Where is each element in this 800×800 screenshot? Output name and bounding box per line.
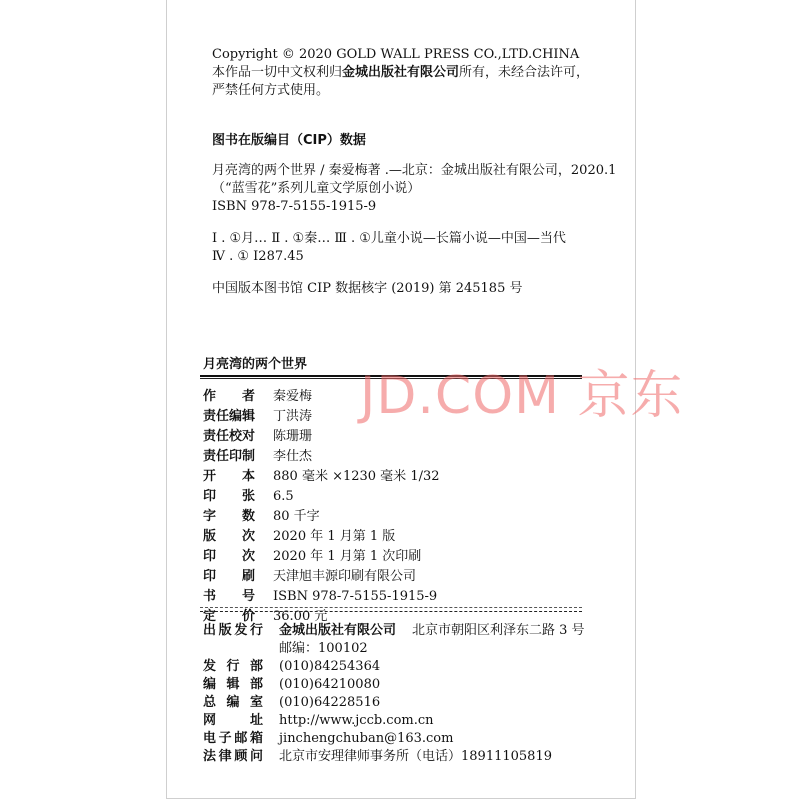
contact-label: 网 址 (203, 713, 263, 728)
watermark: JD.COM 京东 (360, 366, 684, 426)
info-value: 李仕杰 (273, 449, 313, 464)
contact-label: 发 行 部 (203, 659, 263, 674)
cip-classification: Ⅳ . ① I287.45 (212, 249, 304, 264)
info-row-proofreader (203, 429, 312, 445)
info-row-printer (203, 569, 416, 585)
info-value: 80 千字 (273, 509, 320, 524)
info-label: 开 本 (203, 469, 256, 484)
contact-label: 总 编 室 (203, 695, 263, 710)
publisher-address: 北京市朝阳区利泽东二路 3 号 (412, 623, 585, 638)
info-label: 版 次 (203, 529, 256, 544)
info-value: 秦爱梅 (273, 389, 313, 404)
info-value: 6.5 (273, 489, 294, 504)
cip-heading: 图书在版编目（CIP）数据 (212, 133, 366, 148)
info-value: 陈珊珊 (273, 429, 313, 444)
info-value: 880 毫米 ×1230 毫米 1/32 (273, 469, 440, 484)
info-value: 2020 年 1 月第 1 版 (273, 529, 396, 544)
book-title: 月亮湾的两个世界 (203, 357, 308, 372)
rights-publisher-name: 金城出版社有限公司 (342, 65, 460, 80)
info-value: 2020 年 1 月第 1 次印刷 (273, 549, 422, 564)
website-link: http://www.jccb.com.cn (279, 713, 434, 728)
copyright-line: Copyright © 2020 GOLD WALL PRESS CO.,LTD.CHINA (212, 47, 580, 62)
contact-row-email (203, 731, 453, 747)
publisher-name: 金城出版社有限公司 (279, 623, 397, 638)
contact-row-distribution (203, 659, 380, 675)
info-value: 丁洪涛 (273, 409, 313, 424)
cip-line: （“蓝雪花”系列儿童文学原创小说） (212, 181, 421, 196)
contact-label: 电子邮箱 (203, 731, 263, 746)
contact-row-chief-editor (203, 695, 380, 711)
info-label: 印 次 (203, 549, 256, 564)
info-row-editor (203, 409, 312, 425)
info-label: 定 价 (203, 609, 256, 624)
info-row-word-count (203, 509, 320, 525)
cip-classification: Ⅰ . ①月… Ⅱ . ①秦… Ⅲ . ①儿童小说—长篇小说—中国—当代 (212, 231, 566, 246)
contact-label: 法律顾问 (203, 749, 263, 764)
info-label: 字 数 (203, 509, 256, 524)
info-row-sheets (203, 489, 294, 505)
contact-value: 北京市安理律师事务所（电话）18911105819 (279, 749, 552, 764)
rights-text-post: 所有，未经合法许可， (459, 65, 590, 80)
contact-value: (010)64228516 (279, 695, 381, 710)
email-link: jinchengchuban@163.com (279, 731, 454, 746)
rights-text-pre: 本作品一切中文权利归 (212, 65, 343, 80)
info-label: 责任校对 (203, 429, 256, 444)
info-label: 责任编辑 (203, 409, 256, 424)
info-label: 印 张 (203, 489, 256, 504)
contact-row-editorial (203, 677, 380, 693)
info-row-printing (203, 549, 421, 565)
divider (200, 607, 582, 608)
info-row-edition (203, 529, 395, 545)
contact-row-website (203, 713, 434, 729)
publisher-label: 出版发行 (203, 623, 263, 638)
info-row-format (203, 469, 440, 485)
info-label: 作 者 (203, 389, 256, 404)
info-row-isbn (203, 589, 437, 605)
info-label: 书 号 (203, 589, 256, 604)
contact-value: (010)64210080 (279, 677, 381, 692)
contact-label: 编 辑 部 (203, 677, 263, 692)
cip-line: 月亮湾的两个世界 / 秦爱梅著 .—北京：金城出版社有限公司，2020.1 (212, 163, 617, 178)
info-label: 责任印制 (203, 449, 256, 464)
divider (200, 611, 582, 612)
info-label: 印 刷 (203, 569, 256, 584)
rights-restriction: 严禁任何方式使用。 (212, 83, 330, 98)
info-row-author (203, 389, 312, 405)
cip-isbn: ISBN 978-7-5155-1915-9 (212, 199, 377, 214)
contact-value: (010)84254364 (279, 659, 381, 674)
cip-number: 中国版本图书馆 CIP 数据核字 (2019) 第 245185 号 (212, 281, 523, 296)
contact-row-legal (203, 749, 552, 765)
publisher-postcode: 邮编：100102 (279, 641, 368, 656)
info-row-print-manager (203, 449, 312, 465)
rights-statement (212, 65, 589, 81)
info-value: ISBN 978-7-5155-1915-9 (273, 589, 438, 604)
info-value: 天津旭丰源印刷有限公司 (273, 569, 417, 584)
info-value: 36.00 元 (273, 609, 328, 624)
publisher-row (203, 623, 585, 639)
